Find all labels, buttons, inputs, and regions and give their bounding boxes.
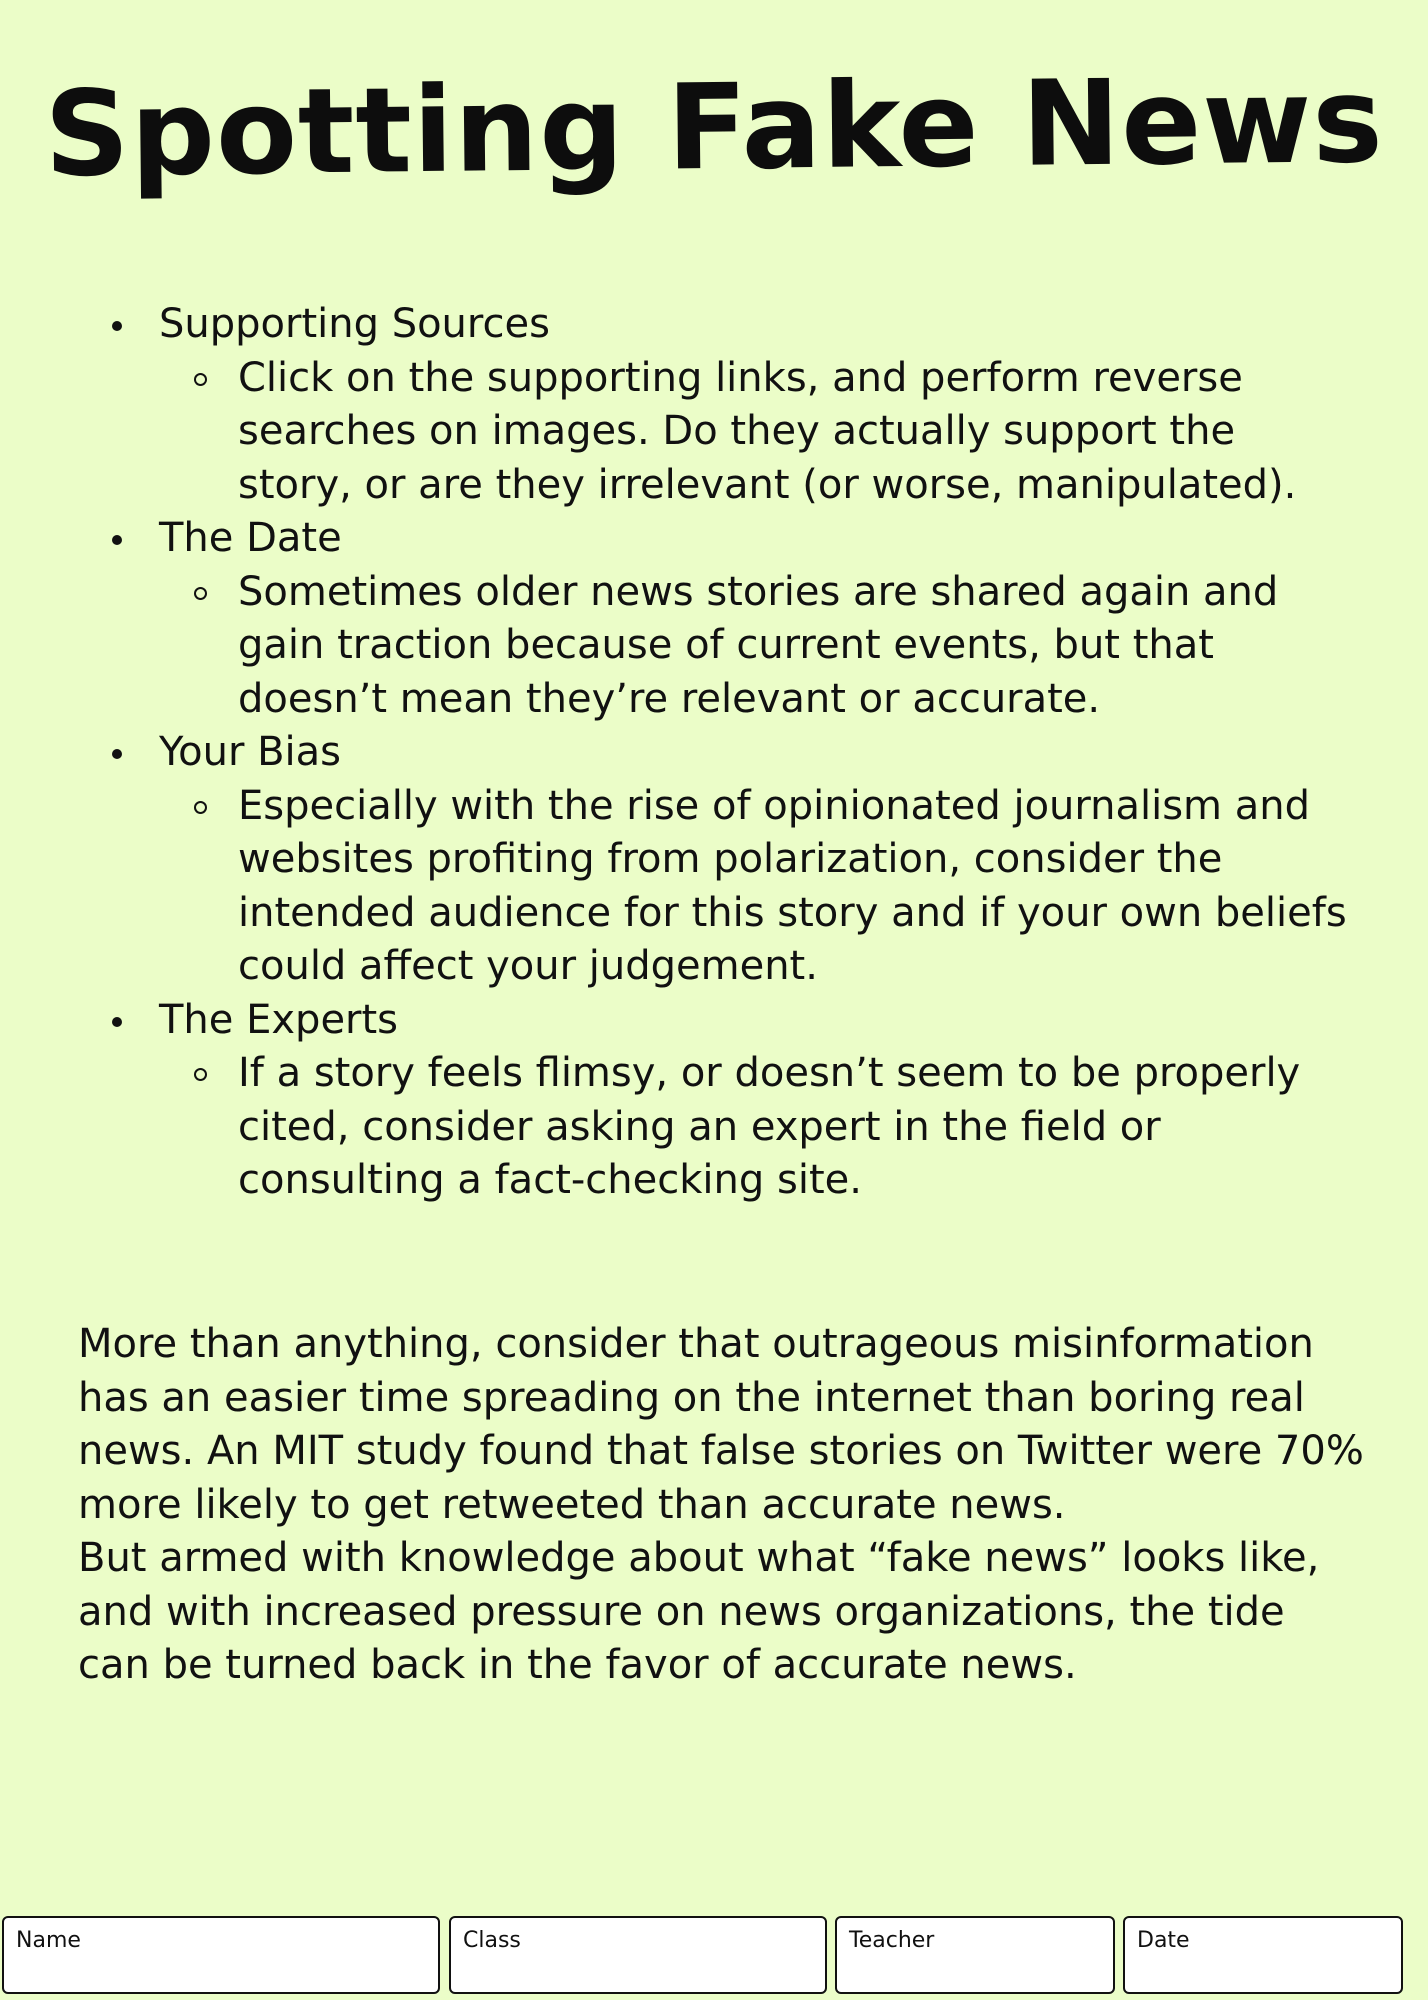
tip-detail-text: Click on the supporting links, and perform reverse searches on images. Do they actually support the story, or are they irrelevant (or worse, manipulated).: [238, 354, 1297, 508]
class-field[interactable]: [449, 1916, 827, 1994]
conclusion: [78, 1318, 1368, 1693]
teacher-field-label: Teacher: [849, 1928, 935, 1953]
bullet-icon: [112, 1017, 122, 1027]
teacher-field[interactable]: [835, 1916, 1115, 1994]
tip-supporting-sources: [105, 298, 1355, 512]
conclusion-paragraph: More than anything, consider that outrageous misinformation has an easier time spreading on the internet than boring real news. An MIT study found that false stories on Twitter were 70% more likely to get retweeted than accurate news.: [78, 1321, 1364, 1528]
tip-your-bias: [105, 726, 1355, 994]
circle-bullet-icon: [194, 587, 207, 600]
bullet-icon: [112, 535, 122, 545]
name-field-label: Name: [16, 1928, 81, 1953]
date-field-label: Date: [1137, 1928, 1190, 1953]
circle-bullet-icon: [194, 801, 207, 814]
page-title: Spotting Fake News: [43, 50, 1385, 204]
tip-detail-item: [238, 1047, 1355, 1208]
tip-detail-text: If a story feels flimsy, or doesn’t seem to be properly cited, consider asking an expert in the field or consulting a fact-checking site.: [238, 1050, 1301, 1203]
date-field[interactable]: [1123, 1916, 1403, 1994]
bullet-icon: [112, 321, 122, 331]
tip-detail-text: Sometimes older news stories are shared again and gain traction because of current events, but that doesn’t mean they’re relevant or accurate.: [238, 568, 1279, 722]
conclusion-paragraph: But armed with knowledge about what “fake news” looks like, and with increased pressure on news organizations, the tide can be turned back in the favor of accurate news.: [78, 1535, 1320, 1688]
tip-the-experts: [105, 994, 1355, 1208]
tip-detail-text: Especially with the rise of opinionated journalism and websites profiting from polarization, consider the intended audience for this story and if your own beliefs could affect your judgement.: [238, 782, 1347, 989]
tip-detail-item: [238, 352, 1355, 513]
tip-heading: Your Bias: [159, 729, 342, 775]
student-info-fields: [0, 1916, 1428, 2000]
name-field[interactable]: [2, 1916, 440, 1994]
tip-detail-item: [238, 780, 1355, 994]
class-field-label: Class: [463, 1928, 521, 1953]
tip-the-date: [105, 512, 1355, 726]
tip-heading: The Date: [159, 515, 342, 561]
circle-bullet-icon: [194, 1068, 207, 1081]
circle-bullet-icon: [194, 373, 207, 386]
tip-heading: The Experts: [159, 996, 399, 1043]
tip-detail-item: [238, 566, 1355, 727]
tips-list: [105, 298, 1355, 1208]
tip-heading: Supporting Sources: [159, 301, 550, 347]
bullet-icon: [112, 749, 122, 759]
